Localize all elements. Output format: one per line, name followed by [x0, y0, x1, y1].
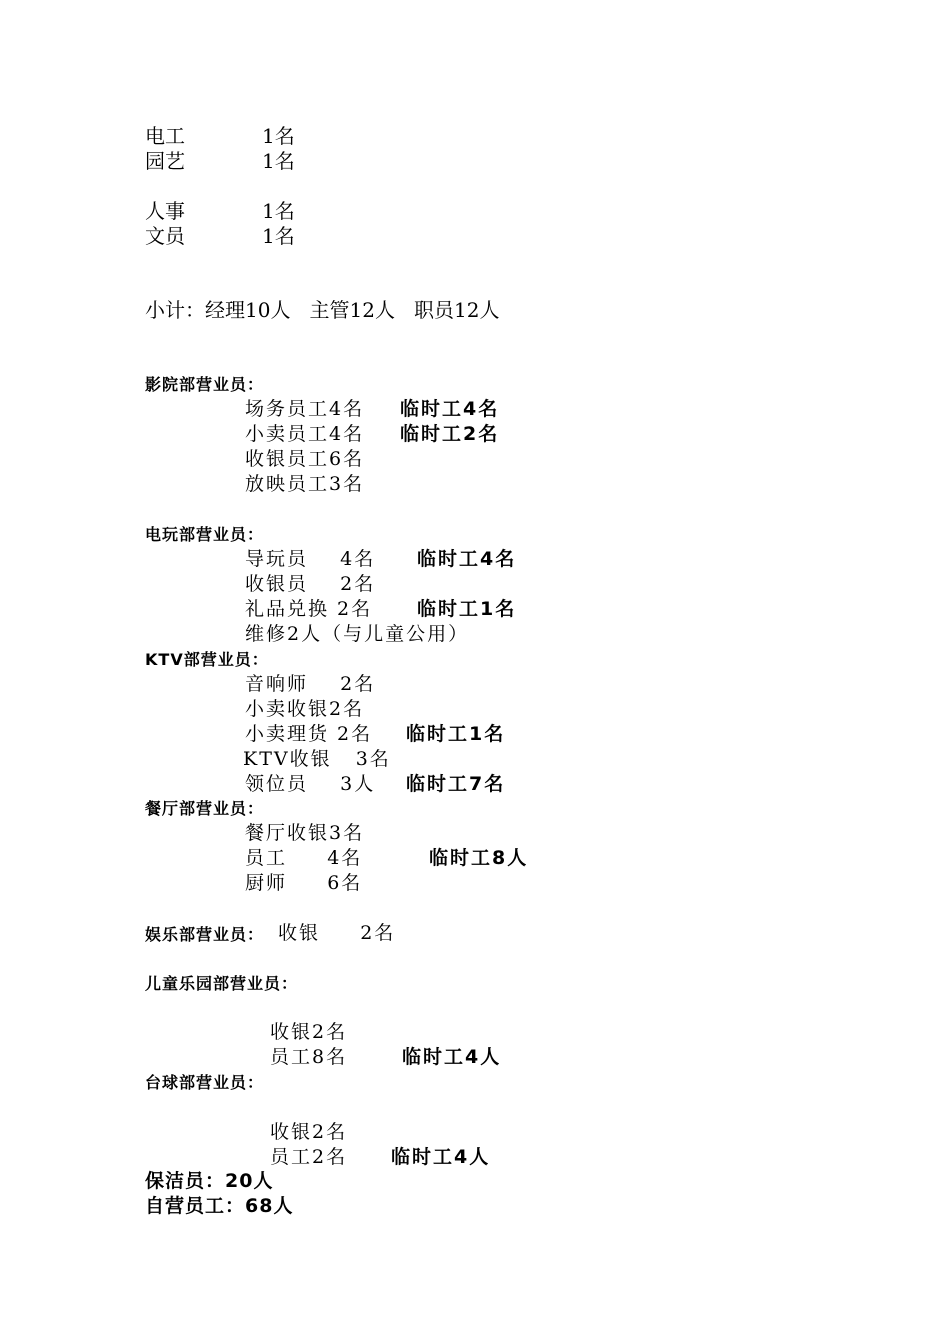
- kids-row: 员工8名: [270, 1046, 348, 1068]
- restaurant-temp: 临时工8人: [429, 847, 529, 869]
- arcade-row: 维修2人（与儿童公用）: [245, 623, 470, 645]
- arcade-heading: 电玩部营业员：: [145, 525, 265, 544]
- cinema-temp: 临时工2名: [400, 423, 500, 445]
- arcade-temp: 临时工4名: [417, 548, 517, 570]
- subtotal-line: 小计：经理10人 主管12人 职员12人: [145, 298, 500, 322]
- cinema-row: 放映员工3名: [245, 473, 365, 495]
- role-label: 电工: [145, 124, 185, 148]
- role-label: 人事: [145, 199, 185, 223]
- restaurant-row: 员工 4名: [245, 847, 363, 869]
- entertainment-heading: 娱乐部营业员：: [145, 925, 265, 944]
- restaurant-row: 餐厅收银3名: [245, 822, 365, 844]
- role-label: 园艺: [145, 149, 185, 173]
- self-staff-total: 自营员工：68人: [145, 1195, 294, 1217]
- role-count: 1名: [262, 224, 295, 248]
- billiards-temp: 临时工4人: [391, 1146, 491, 1168]
- ktv-heading: KTV部营业员：: [145, 650, 269, 669]
- ktv-temp: 临时工7名: [406, 773, 506, 795]
- billiards-heading: 台球部营业员：: [145, 1073, 265, 1092]
- arcade-row: 收银员 2名: [245, 573, 376, 595]
- billiards-row: 收银2名: [270, 1121, 348, 1143]
- role-count: 1名: [262, 199, 295, 223]
- ktv-row: 小卖收银2名: [245, 698, 365, 720]
- ktv-row: 领位员 3人: [245, 773, 376, 795]
- kids-heading: 儿童乐园部营业员：: [145, 974, 299, 993]
- cinema-temp: 临时工4名: [400, 398, 500, 420]
- ktv-temp: 临时工1名: [406, 723, 506, 745]
- kids-row: 收银2名: [270, 1021, 348, 1043]
- ktv-row: 小卖理货 2名: [245, 723, 373, 745]
- billiards-row: 员工2名: [270, 1146, 348, 1168]
- ktv-row: 音响师 2名: [245, 673, 376, 695]
- cinema-row: 场务员工4名: [245, 398, 365, 420]
- role-label: 文员: [145, 224, 185, 248]
- role-count: 1名: [262, 124, 295, 148]
- restaurant-heading: 餐厅部营业员：: [145, 799, 265, 818]
- kids-temp: 临时工4人: [402, 1046, 502, 1068]
- arcade-temp: 临时工1名: [417, 598, 517, 620]
- entertainment-row: 收银 2名: [278, 922, 396, 944]
- arcade-row: 导玩员 4名: [245, 548, 376, 570]
- ktv-row: KTV收银 3名: [243, 748, 391, 770]
- role-count: 1名: [262, 149, 295, 173]
- cinema-row: 小卖员工4名: [245, 423, 365, 445]
- arcade-row: 礼品兑换 2名: [245, 598, 373, 620]
- cinema-heading: 影院部营业员：: [145, 375, 265, 394]
- cinema-row: 收银员工6名: [245, 448, 365, 470]
- cleaners-total: 保洁员：20人: [145, 1170, 274, 1192]
- restaurant-row: 厨师 6名: [245, 872, 363, 894]
